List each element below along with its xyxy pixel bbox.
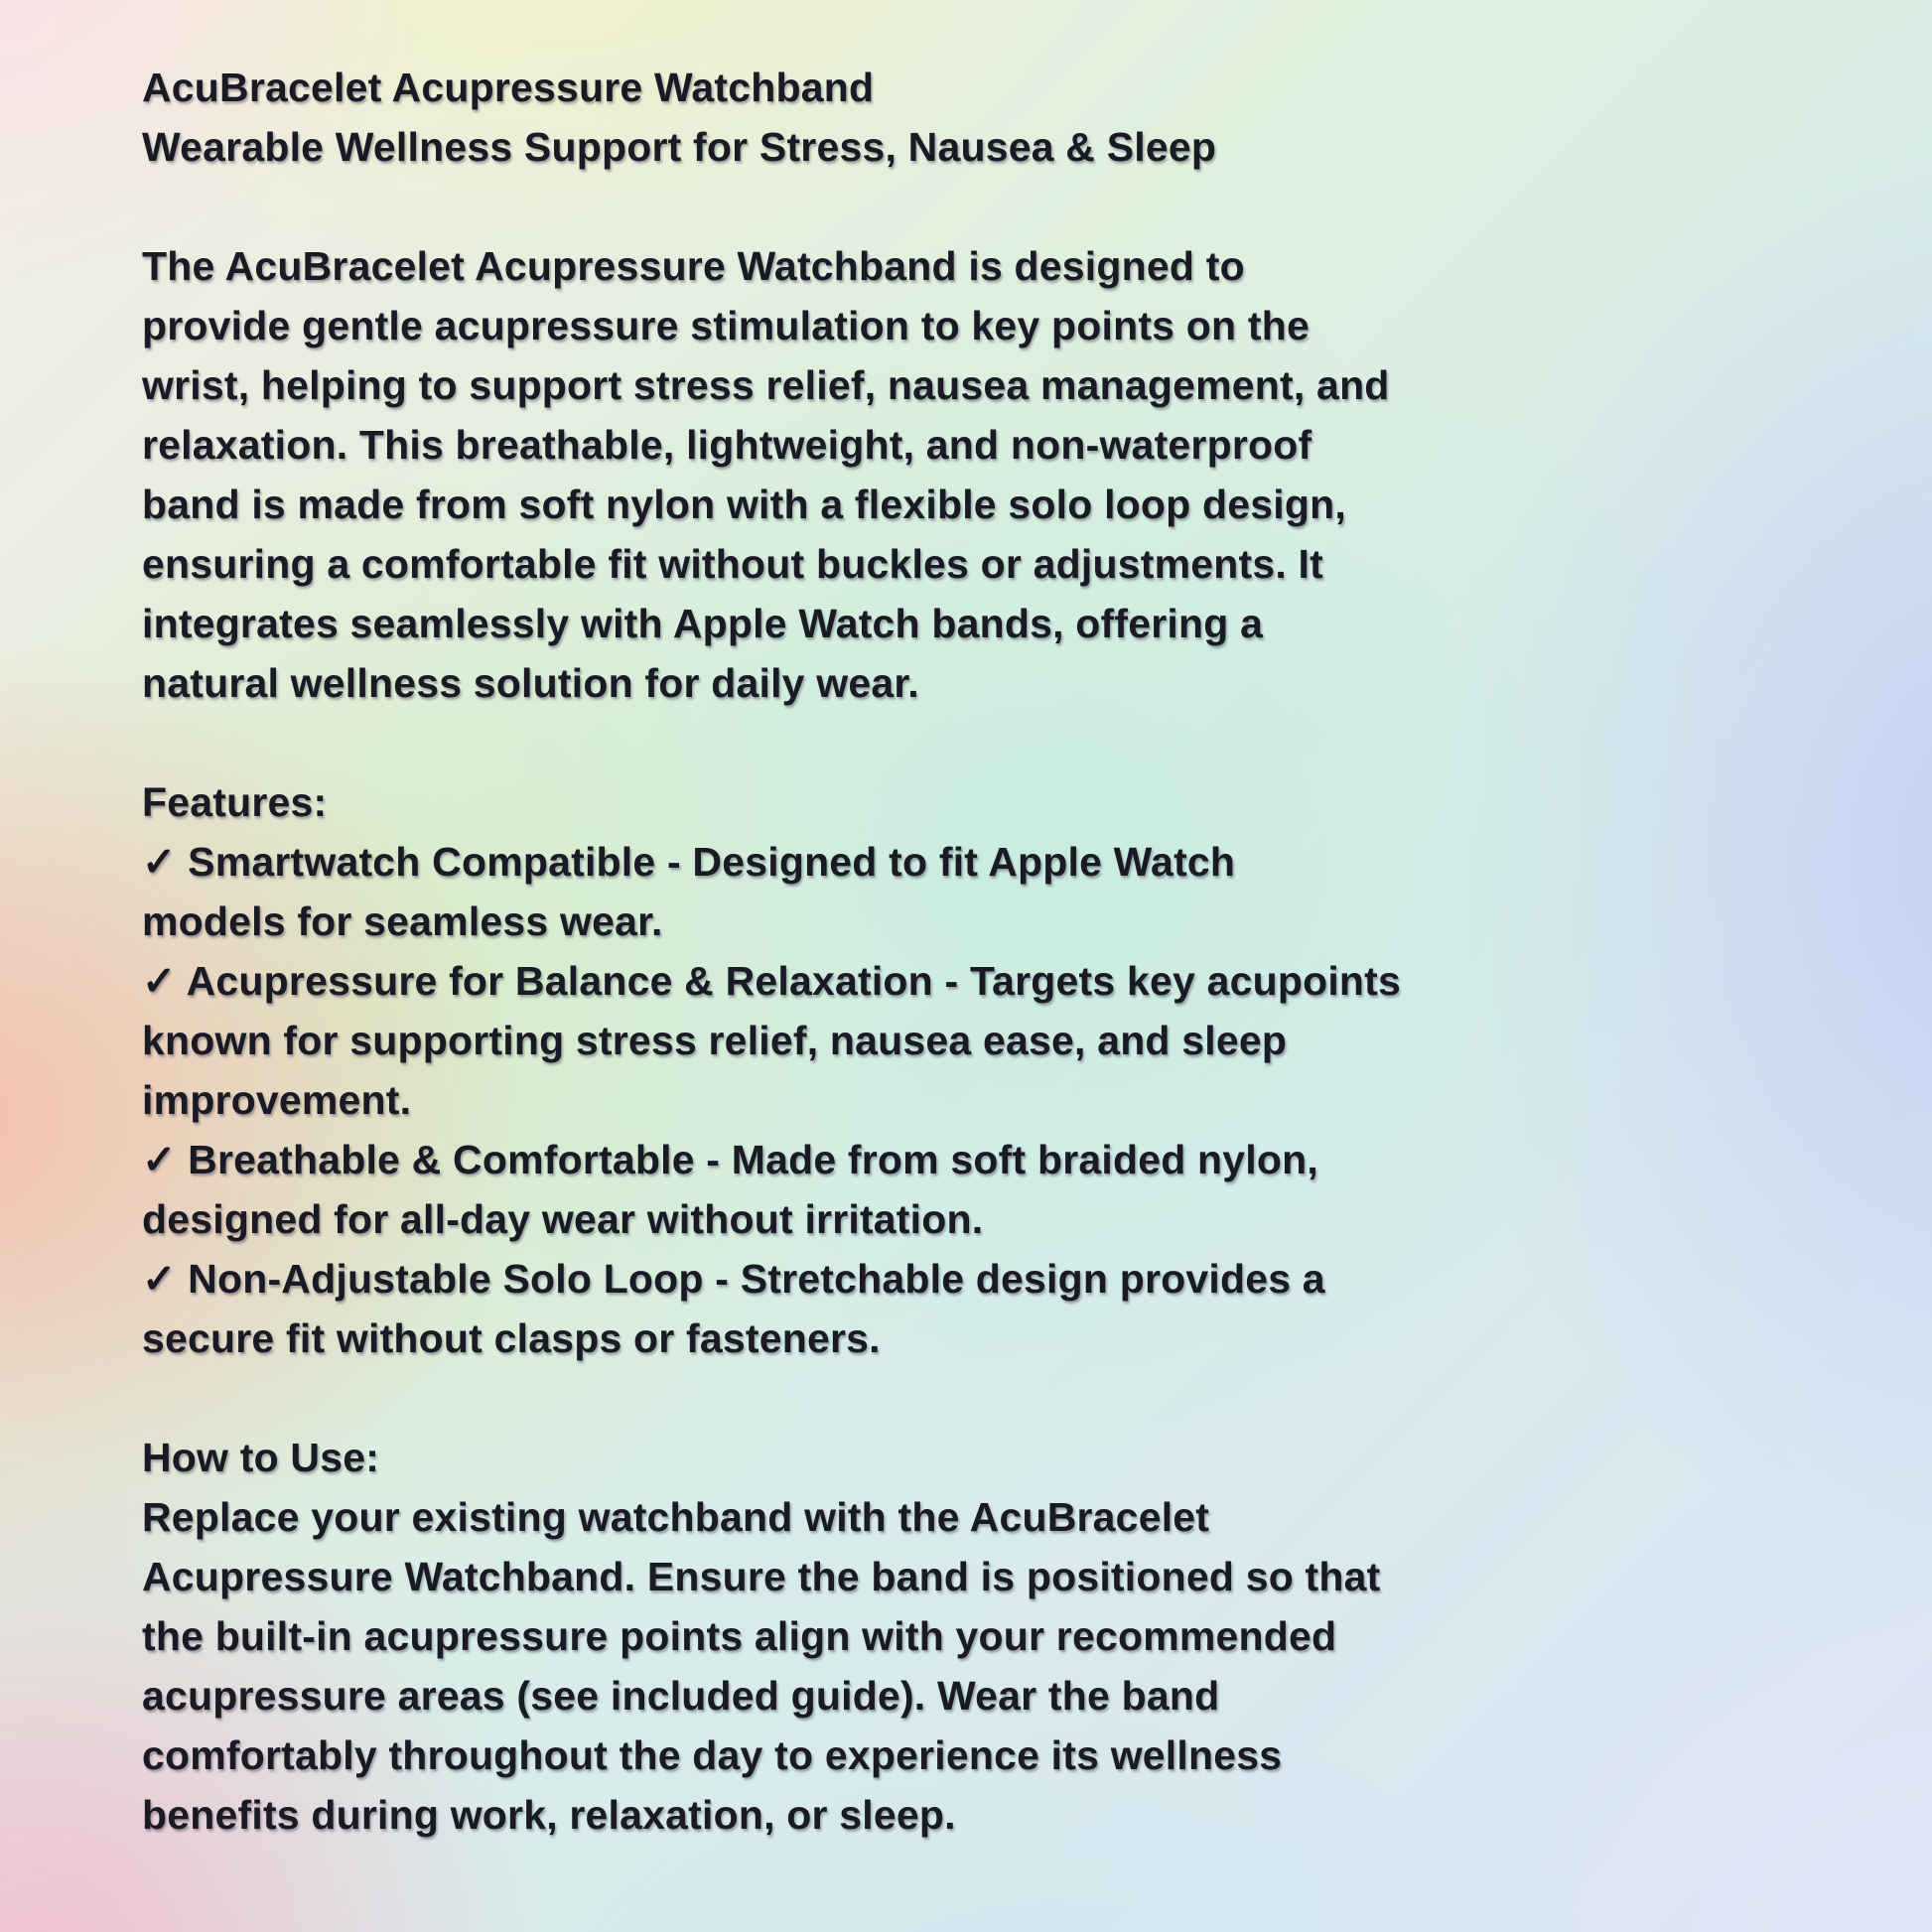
text-line: provide gentle acupressure stimulation to key points on the — [142, 303, 1310, 348]
text-line: The AcuBracelet Acupressure Watchband is designed to — [142, 243, 1245, 289]
how-to-use-heading: How to Use: — [142, 1435, 380, 1480]
text-line: improvement. — [142, 1077, 412, 1123]
text-line: Replace your existing watchband with the AcuBracelet — [142, 1494, 1210, 1540]
text-line: models for seamless wear. — [142, 898, 663, 944]
text-line: ✓ Non-Adjustable Solo Loop - Stretchable design provides a — [142, 1256, 1325, 1302]
text-line: relaxation. This breathable, lightweight, and non-waterproof — [142, 422, 1312, 468]
text-line: band is made from soft nylon with a flexible solo loop design, — [142, 482, 1346, 527]
text-line: comfortably throughout the day to experience its wellness — [142, 1732, 1283, 1778]
how-to-use-section — [142, 1428, 1872, 1845]
text-line: natural wellness solution for daily wear. — [142, 660, 919, 706]
text-line: ✓ Breathable & Comfortable - Made from soft braided nylon, — [142, 1137, 1318, 1182]
text-line: secure fit without clasps or fasteners. — [142, 1315, 881, 1361]
text-line: ✓ Smartwatch Compatible - Designed to fit Apple Watch — [142, 839, 1236, 885]
text-line: AcuBracelet Acupressure Watchband — [142, 65, 875, 110]
text-line: designed for all-day wear without irritation. — [142, 1196, 984, 1242]
features-section — [142, 772, 1872, 1368]
text-line: the built-in acupressure points align with your recommended — [142, 1613, 1337, 1659]
product-text — [142, 58, 1872, 1845]
text-line: ✓ Acupressure for Balance & Relaxation - Targets key acupoints — [142, 958, 1402, 1004]
text-line: benefits during work, relaxation, or sleep. — [142, 1792, 956, 1838]
product-description — [142, 236, 1872, 713]
text-line: known for supporting stress relief, nausea ease, and sleep — [142, 1018, 1288, 1063]
text-line: integrates seamlessly with Apple Watch bands, offering a — [142, 601, 1264, 646]
product-title — [142, 58, 1872, 177]
features-heading: Features: — [142, 779, 328, 825]
how-to-use-body — [142, 1487, 1872, 1845]
text-line: wrist, helping to support stress relief, nausea management, and — [142, 362, 1390, 408]
text-line: Wearable Wellness Support for Stress, Nausea & Sleep — [142, 124, 1217, 170]
text-line: Acupressure Watchband. Ensure the band is positioned so that — [142, 1554, 1381, 1599]
text-line: ensuring a comfortable fit without buckles or adjustments. It — [142, 541, 1323, 587]
features-list — [142, 832, 1872, 1368]
text-line: acupressure areas (see included guide). Wear the band — [142, 1673, 1220, 1719]
